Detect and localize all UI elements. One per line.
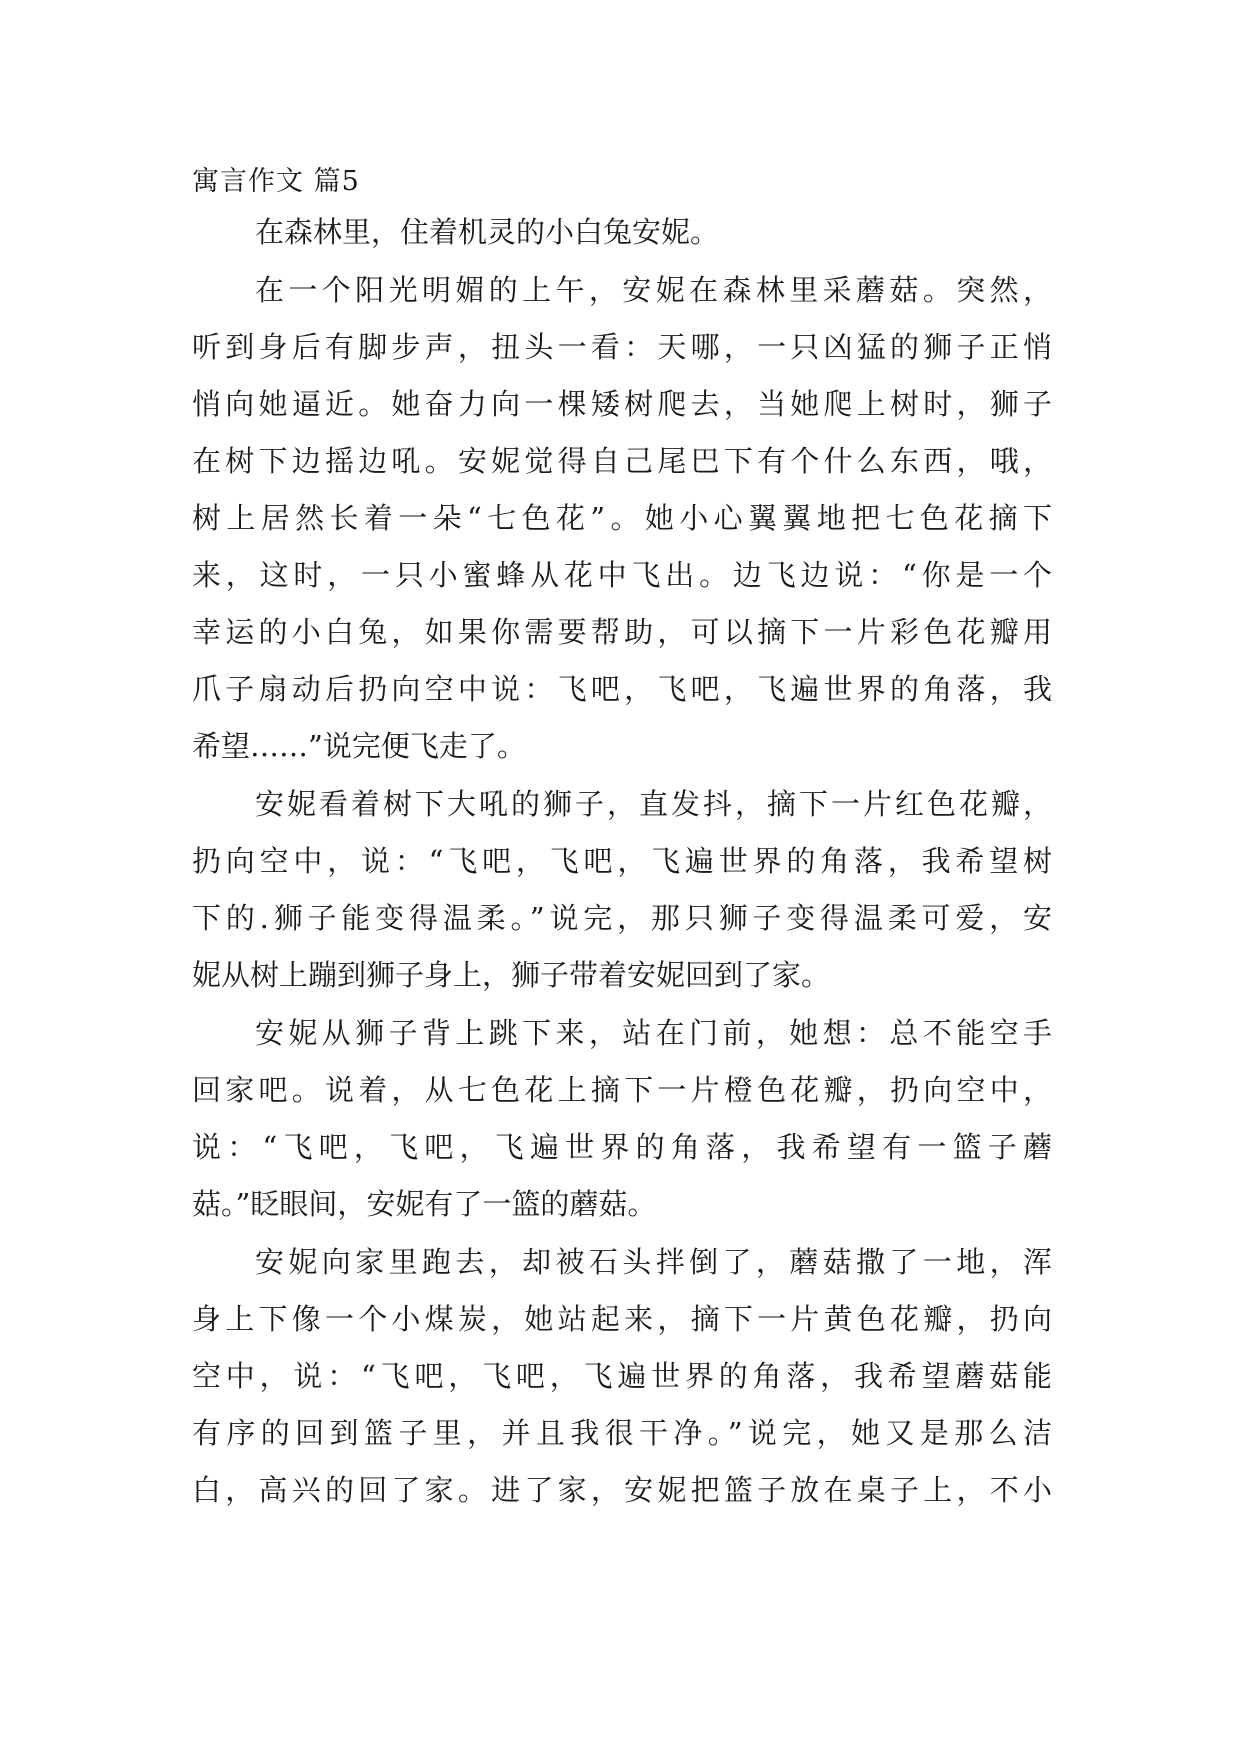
text-line: 在树下边摇边吼。安妮觉得自己尾巴下有个什么东西，哦， <box>192 444 1052 478</box>
text-line: 希望……”说完便飞走了。 <box>192 729 526 763</box>
text-line: 回家吧。说着，从七色花上摘下一片橙色花瓣，扔向空中， <box>192 1073 1052 1107</box>
text-line: 爪子扇动后扔向空中说：飞吧，飞吧，飞遍世界的角落，我 <box>192 672 1052 706</box>
text-line: 有序的回到篮子里，并且我很干净。”说完，她又是那么洁 <box>192 1416 1052 1450</box>
text-line: 悄向她逼近。她奋力向一棵矮树爬去，当她爬上树时，狮子 <box>192 387 1052 421</box>
text-line: 扔向空中，说：“飞吧，飞吧，飞遍世界的角落，我希望树 <box>192 844 1052 878</box>
text-line: 听到身后有脚步声，扭头一看：天哪，一只凶猛的狮子正悄 <box>192 330 1052 364</box>
text-line: 安妮从狮子背上跳下来，站在门前，她想：总不能空手 <box>255 1016 1052 1050</box>
document-title: 寓言作文 篇5 <box>192 166 360 197</box>
text-line: 下的.狮子能变得温柔。”说完，那只狮子变得温柔可爱，安 <box>192 901 1052 935</box>
text-line: 在一个阳光明媚的上午，安妮在森林里采蘑菇。突然， <box>255 273 1052 307</box>
text-line: 安妮向家里跑去，却被石头拌倒了，蘑菇撒了一地，浑 <box>255 1245 1052 1279</box>
text-line: 树上居然长着一朵“七色花”。她小心翼翼地把七色花摘下 <box>192 501 1052 535</box>
text-line: 来，这时，一只小蜜蜂从花中飞出。边飞边说：“你是一个 <box>192 558 1052 592</box>
text-line: 安妮看着树下大吼的狮子，直发抖，摘下一片红色花瓣， <box>255 787 1052 821</box>
text-line: 菇。”眨眼间，安妮有了一篮的蘑菇。 <box>192 1187 657 1221</box>
text-line: 身上下像一个小煤炭，她站起来，摘下一片黄色花瓣，扔向 <box>192 1302 1052 1336</box>
text-line: 说：“飞吧，飞吧，飞遍世界的角落，我希望有一篮子蘑 <box>192 1130 1052 1164</box>
text-line: 在森林里，住着机灵的小白兔安妮。 <box>255 215 720 249</box>
text-line: 白，高兴的回了家。进了家，安妮把篮子放在桌子上，不小 <box>192 1473 1052 1507</box>
text-line: 妮从树上蹦到狮子身上，狮子带着安妮回到了家。 <box>192 958 831 992</box>
text-line: 幸运的小白兔，如果你需要帮助，可以摘下一片彩色花瓣用 <box>192 615 1052 649</box>
text-line: 空中，说：“飞吧，飞吧，飞遍世界的角落，我希望蘑菇能 <box>192 1359 1052 1393</box>
